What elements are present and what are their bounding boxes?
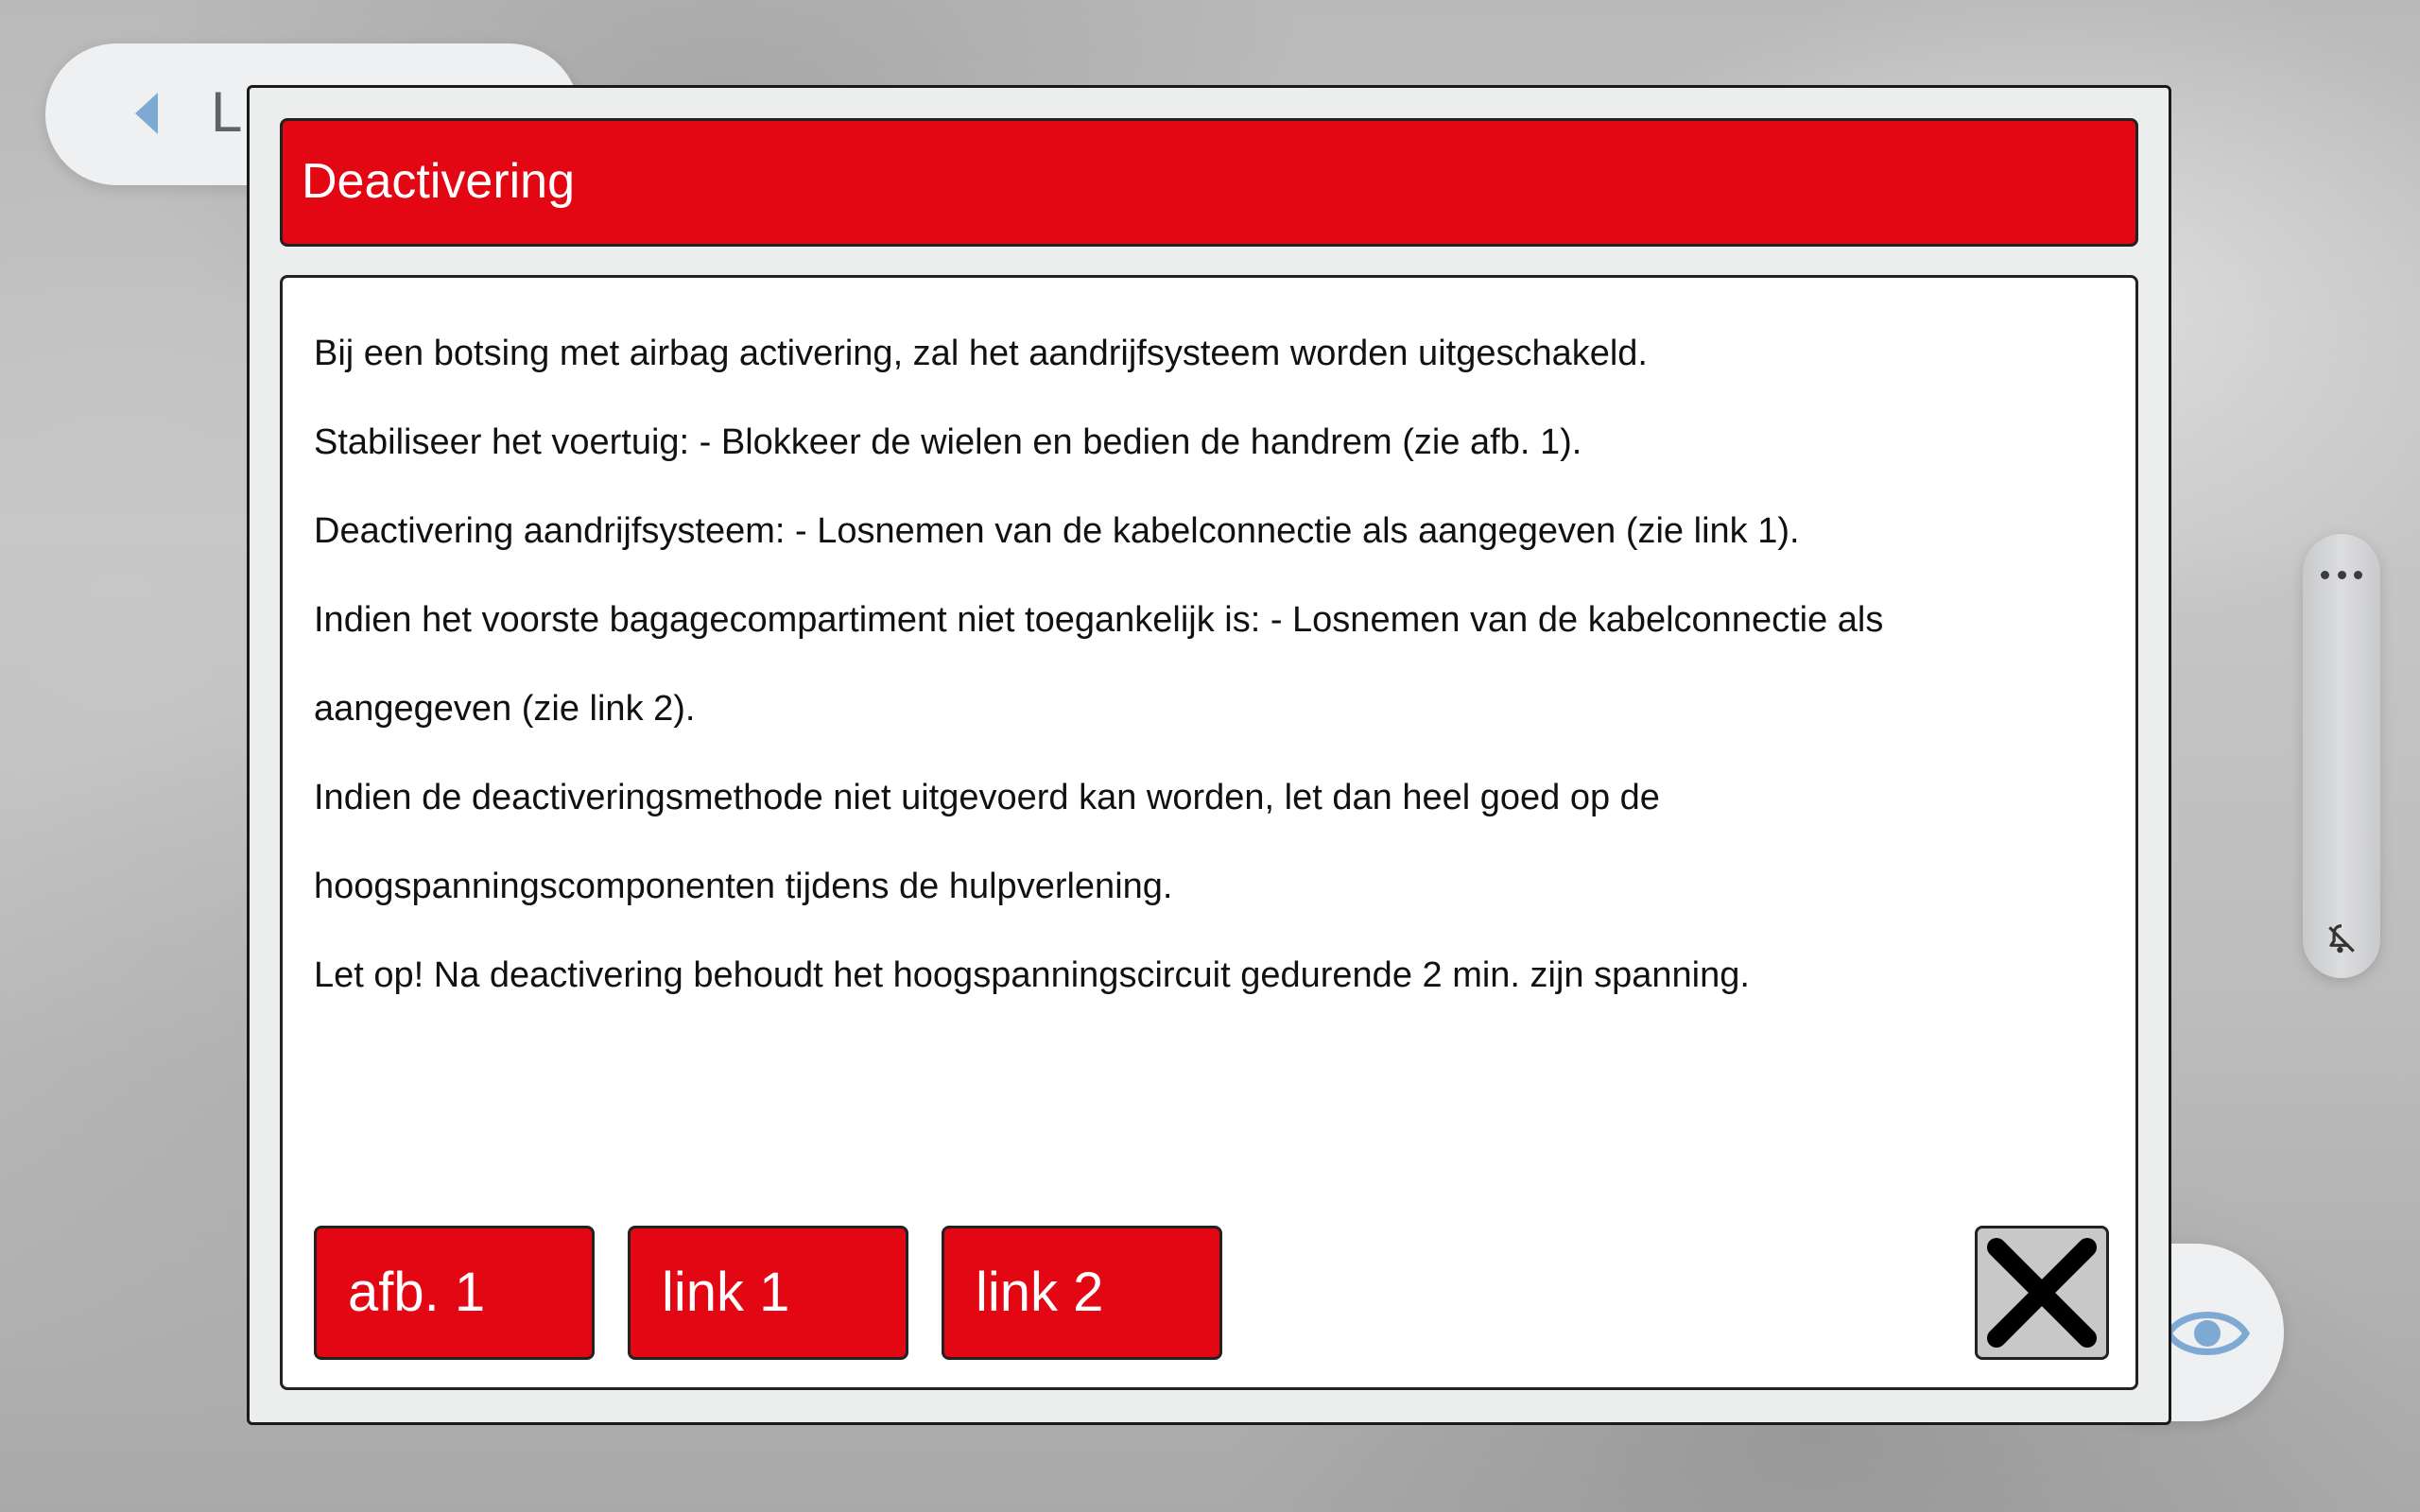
deactivation-dialog bbox=[247, 85, 2171, 1425]
more-horizontal-icon[interactable] bbox=[2321, 568, 2362, 581]
instruction-paragraph: Let op! Na deactivering behoudt het hoogspanningscircuit gedurende 2 min. zijn spanning. bbox=[314, 955, 1750, 995]
dialog-body bbox=[280, 275, 2138, 1390]
close-button[interactable] bbox=[1975, 1226, 2109, 1360]
instruction-paragraph: Deactivering aandrijfsysteem: - Losnemen van de kabelconnectie als aangegeven (zie link 1). bbox=[314, 511, 1800, 551]
dialog-title: Deactivering bbox=[302, 154, 576, 209]
side-toolbar bbox=[2303, 534, 2380, 978]
back-button-label: L bbox=[211, 80, 243, 144]
afb1-button[interactable]: afb. 1 bbox=[314, 1226, 595, 1360]
instruction-paragraph: Indien de deactiveringsmethode niet uitgevoerd kan worden, let dan heel goed op de hoogspanningscomponenten tijdens de hulpverlening. bbox=[314, 778, 1660, 906]
instruction-paragraph: Stabiliseer het voertuig: - Blokkeer de wielen en bedien de handrem (zie afb. 1). bbox=[314, 422, 1582, 462]
chevron-left-icon bbox=[135, 93, 158, 134]
instruction-paragraph: Indien het voorste bagagecompartiment niet toegankelijk is: - Losnemen van de kabelconnectie als aangegeven (zie link 2). bbox=[314, 600, 1884, 729]
close-icon bbox=[1983, 1234, 2100, 1351]
link2-button[interactable]: link 2 bbox=[942, 1226, 1222, 1360]
eye-icon bbox=[2165, 1296, 2250, 1371]
link1-button[interactable]: link 1 bbox=[628, 1226, 908, 1360]
instructions-text bbox=[314, 309, 2082, 1020]
instruction-paragraph: Bij een botsing met airbag activering, zal het aandrijfsysteem worden uitgeschakeld. bbox=[314, 334, 1648, 373]
bell-off-icon[interactable] bbox=[2324, 921, 2360, 957]
dialog-header bbox=[280, 118, 2138, 247]
